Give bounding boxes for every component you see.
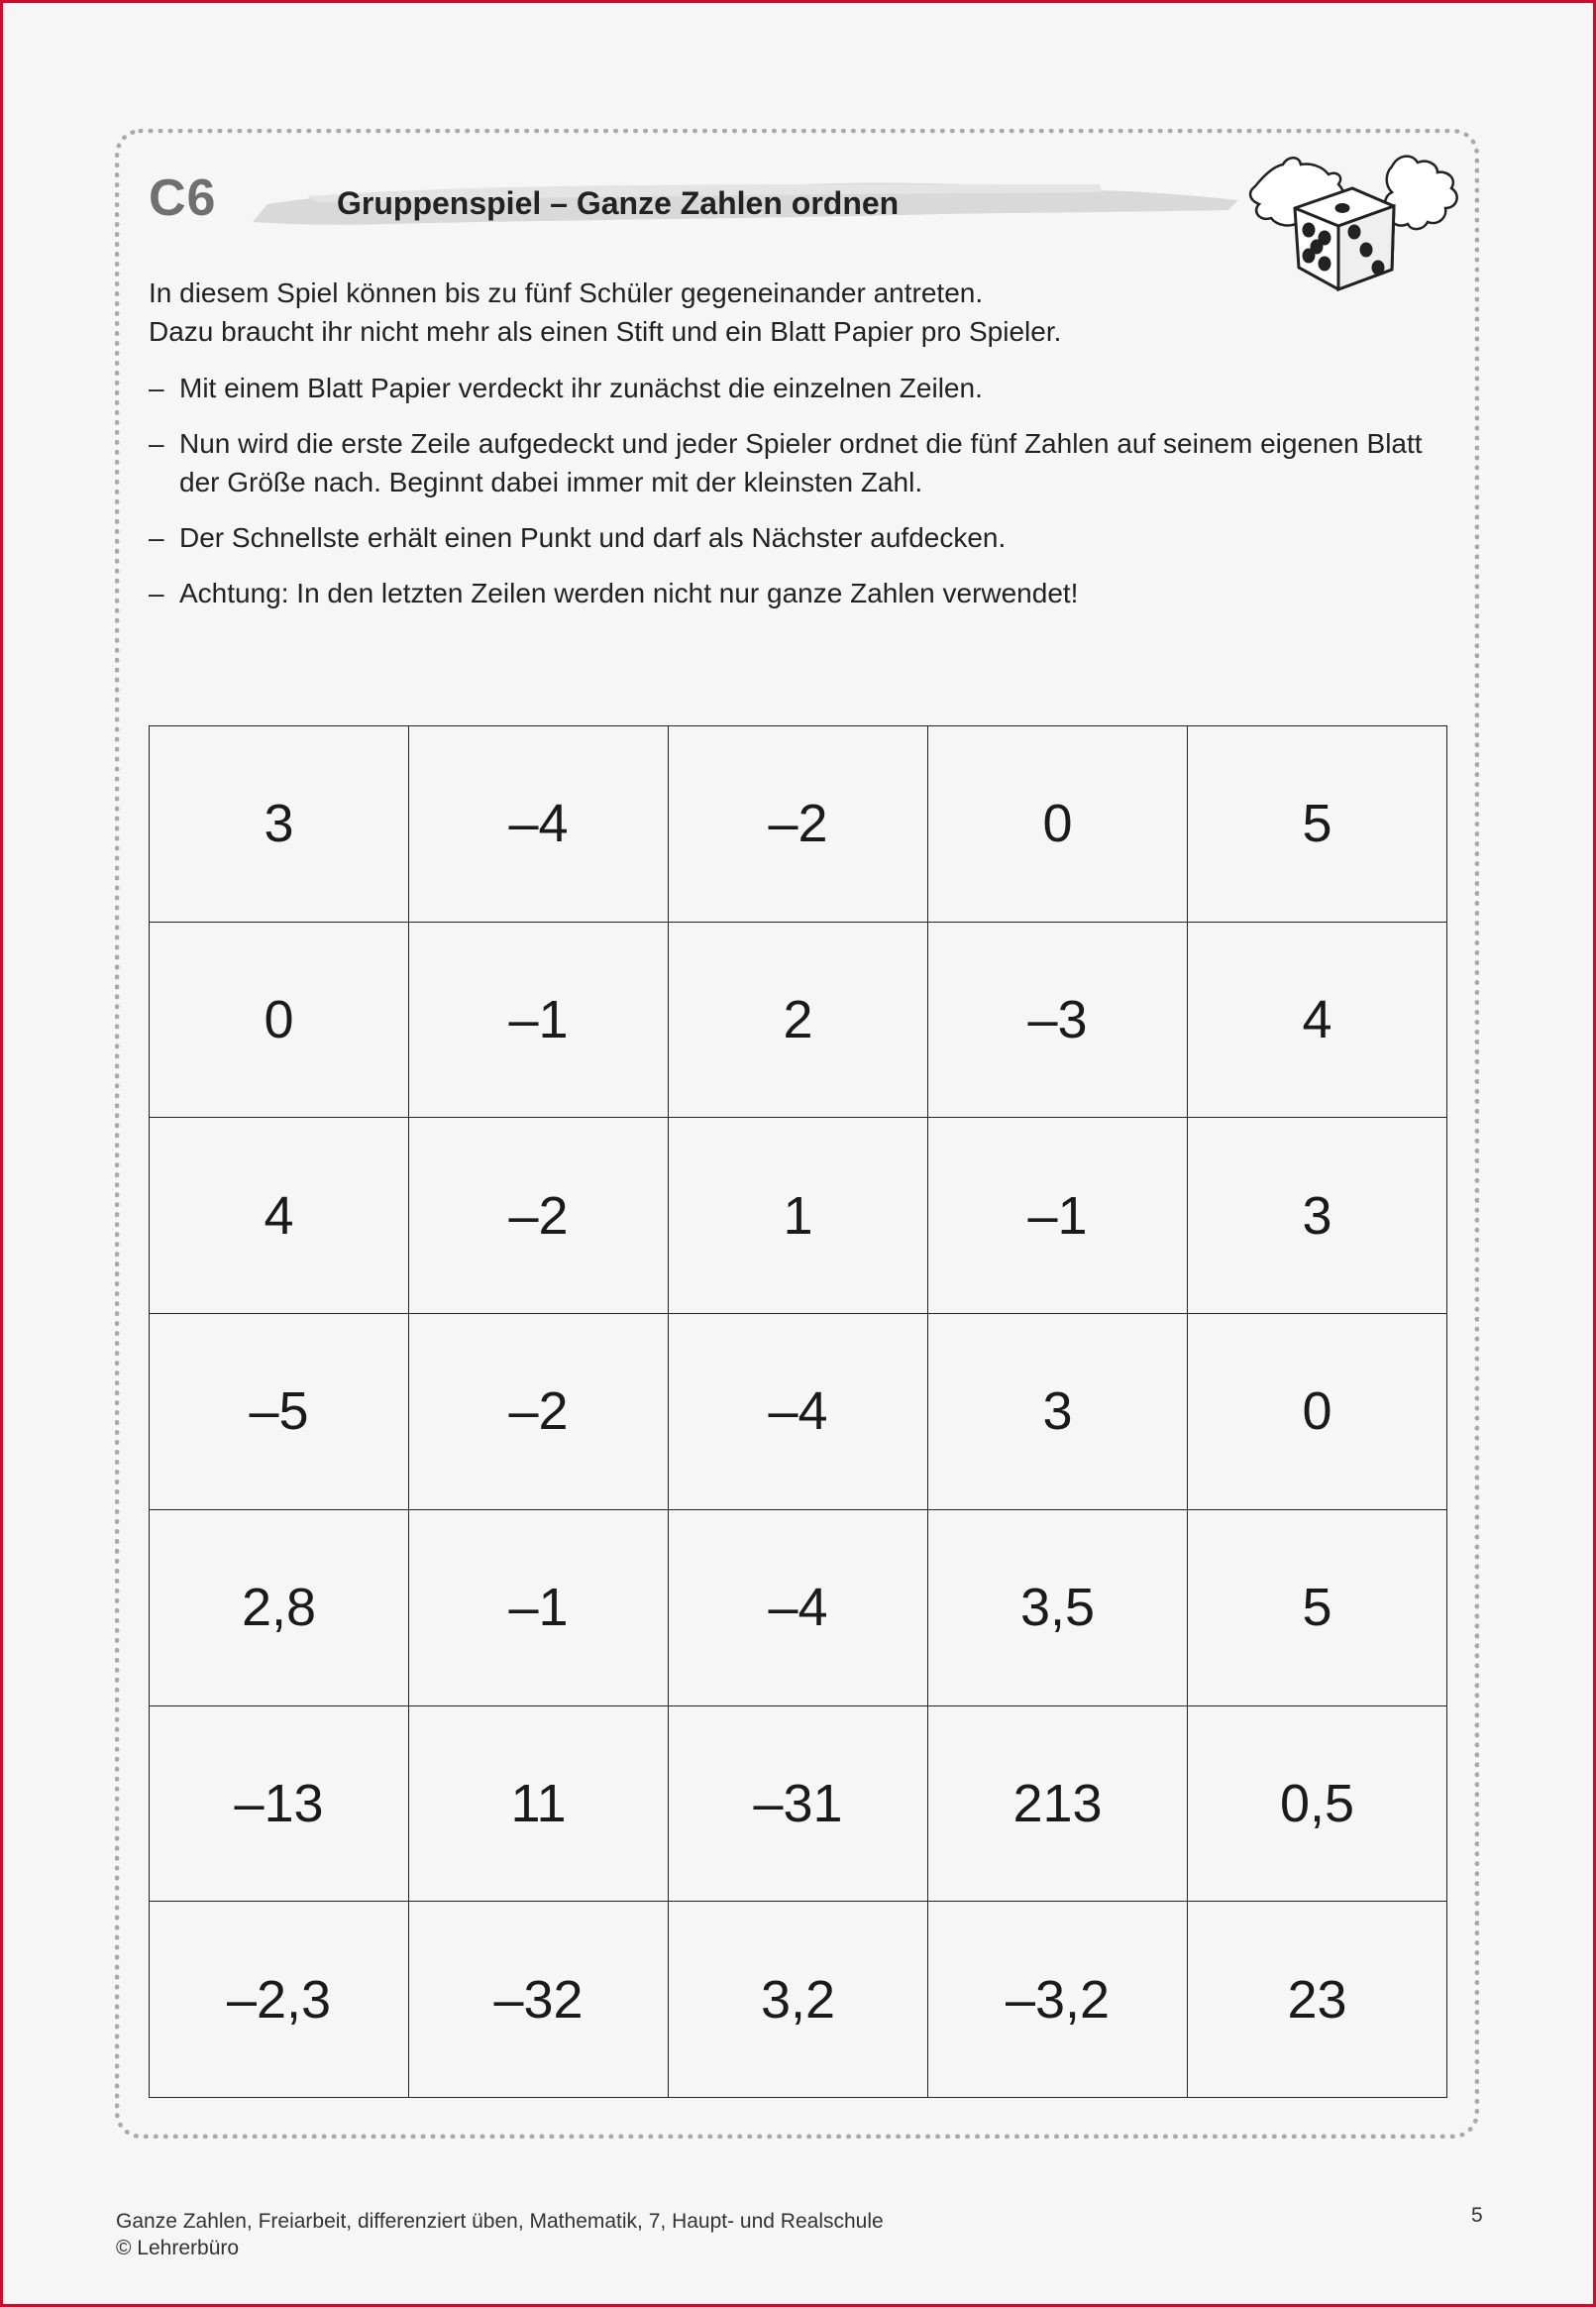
- grid-cell: 1: [669, 1118, 928, 1314]
- exercise-code: C6: [149, 169, 217, 227]
- page-number: 5: [1471, 2204, 1483, 2227]
- grid-cell: –1: [928, 1118, 1188, 1314]
- grid-cell: –2,3: [150, 1902, 409, 2098]
- rule-dash: –: [149, 522, 164, 553]
- grid-cell: 0,5: [1188, 1705, 1447, 1902]
- rule-item: [149, 424, 1456, 501]
- grid-cell: –3: [928, 922, 1188, 1118]
- rule-dash: –: [149, 428, 164, 459]
- grid-cell: –1: [409, 922, 669, 1118]
- intro-text: [149, 274, 1456, 351]
- rule-item: [149, 574, 1456, 612]
- rule-text: Der Schnellste erhält einen Punkt und darf als Nächster aufdecken.: [179, 522, 1007, 553]
- grid-cell: 3,2: [669, 1902, 928, 2098]
- rule-dash: –: [149, 373, 164, 403]
- grid-cell: 3,5: [928, 1509, 1188, 1705]
- intro-line-1: In diesem Spiel können bis zu fünf Schüler gegeneinander antreten.: [149, 277, 984, 308]
- grid-cell: –32: [409, 1902, 669, 2098]
- grid-row: [150, 1705, 1447, 1902]
- grid-row: [150, 1902, 1447, 2098]
- grid-cell: –31: [669, 1705, 928, 1902]
- grid-cell: 0: [1188, 1314, 1447, 1510]
- grid-cell: 23: [1188, 1902, 1447, 2098]
- grid-cell: 213: [928, 1705, 1188, 1902]
- number-grid: [149, 725, 1447, 2098]
- worksheet-title: Gruppenspiel – Ganze Zahlen ordnen: [337, 185, 900, 221]
- grid-row: [150, 1314, 1447, 1510]
- grid-cell: 3: [928, 1314, 1188, 1510]
- grid-cell: 0: [928, 726, 1188, 923]
- grid-cell: 11: [409, 1705, 669, 1902]
- rule-item: [149, 369, 1456, 407]
- intro-line-2: Dazu braucht ihr nicht mehr als einen Stift und ein Blatt Papier pro Spieler.: [149, 316, 1062, 347]
- grid-cell: –4: [669, 1509, 928, 1705]
- grid-cell: –3,2: [928, 1902, 1188, 2098]
- rule-text: Nun wird die erste Zeile aufgedeckt und jeder Spieler ordnet die fünf Zahlen auf seinem eigenen Blatt der Größe nach. Beginnt dabei immer mit der kleinsten Zahl.: [179, 428, 1423, 497]
- rule-text: Mit einem Blatt Papier verdeckt ihr zunächst die einzelnen Zeilen.: [179, 373, 983, 403]
- rule-text: Achtung: In den letzten Zeilen werden nicht nur ganze Zahlen verwendet!: [179, 578, 1079, 608]
- grid-cell: –1: [409, 1509, 669, 1705]
- grid-cell: 2,8: [150, 1509, 409, 1705]
- grid-cell: –2: [669, 726, 928, 923]
- grid-row: [150, 1118, 1447, 1314]
- grid-row: [150, 726, 1447, 923]
- grid-cell: –13: [150, 1705, 409, 1902]
- grid-cell: 0: [150, 922, 409, 1118]
- grid-row: [150, 922, 1447, 1118]
- grid-cell: –5: [150, 1314, 409, 1510]
- grid-cell: –4: [669, 1314, 928, 1510]
- footer-copyright: © Lehrerbüro: [116, 2237, 240, 2259]
- rule-dash: –: [149, 578, 164, 608]
- footer: [116, 2208, 884, 2261]
- footer-source: Ganze Zahlen, Freiarbeit, differenziert üben, Mathematik, 7, Haupt- und Realschule: [116, 2210, 884, 2233]
- grid-cell: –2: [409, 1118, 669, 1314]
- grid-cell: 4: [150, 1118, 409, 1314]
- grid-cell: –2: [409, 1314, 669, 1510]
- grid-cell: 5: [1188, 1509, 1447, 1705]
- grid-cell: 2: [669, 922, 928, 1118]
- grid-cell: –4: [409, 726, 669, 923]
- grid-cell: 5: [1188, 726, 1447, 923]
- grid-cell: 4: [1188, 922, 1447, 1118]
- grid-cell: 3: [1188, 1118, 1447, 1314]
- grid-row: [150, 1509, 1447, 1705]
- grid-cell: 3: [150, 726, 409, 923]
- rules-list: [149, 369, 1456, 629]
- rule-item: [149, 518, 1456, 557]
